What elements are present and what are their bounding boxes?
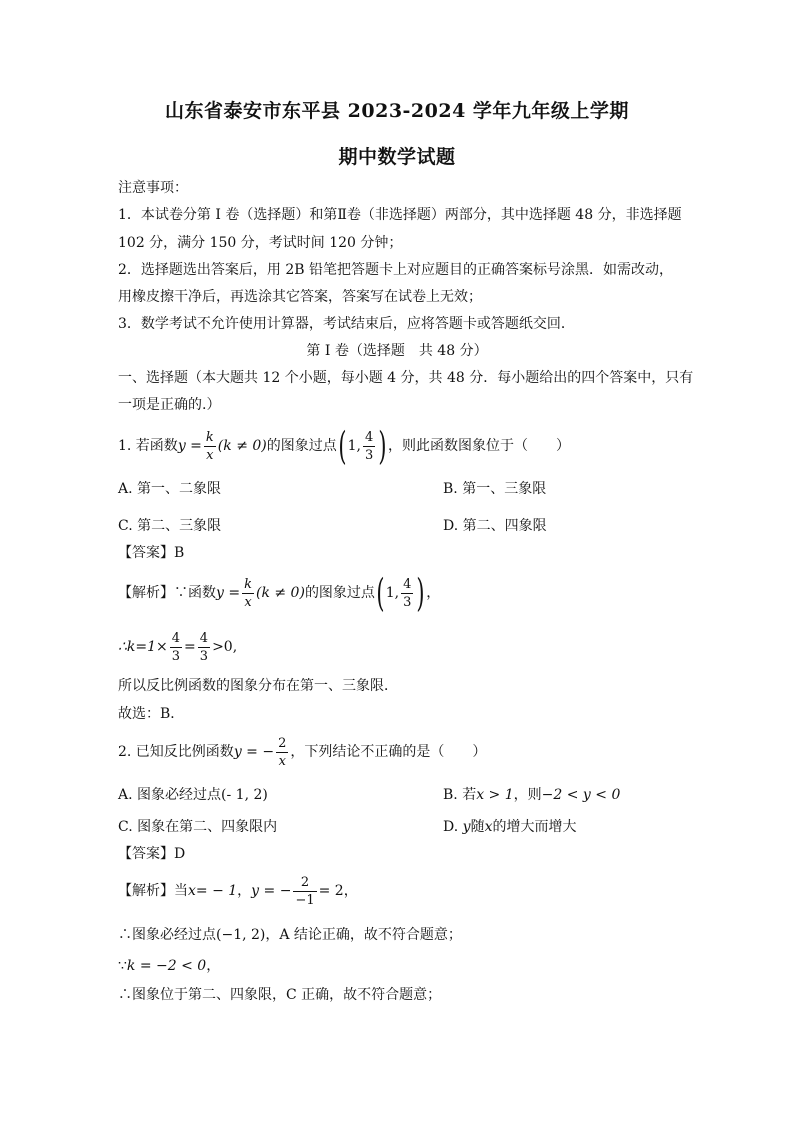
q1-expl-pt-num: 4: [403, 576, 412, 592]
q2-option-b-cond: x > 1: [476, 787, 514, 803]
q1-step-eq: =: [184, 639, 196, 655]
q1-frac-num: k: [205, 429, 214, 445]
q1-pt-num: 4: [364, 429, 374, 445]
q1-answer: 【答案】B: [118, 545, 185, 561]
q2-option-d: [443, 818, 576, 836]
q1-expl-pt-den: 3: [403, 594, 412, 610]
q2-answer: 【答案】D: [118, 846, 186, 862]
q1-step: [118, 627, 237, 667]
q2-option-b-range: −2 < y < 0: [541, 787, 621, 803]
notice-1-line-b: 102 分，满分 150 分，考试时间 120 分钟；: [118, 235, 403, 251]
q2-option-a: [118, 786, 268, 804]
q1-expl-mid: 的图象过点: [304, 585, 375, 601]
q2-line-a-end: ，A 结论正确，故不符合题意；: [265, 927, 462, 943]
q1-prefix: 1. 若函数: [118, 438, 178, 454]
q2-y-eq: y = −: [233, 744, 275, 760]
q2-line-b: [118, 957, 220, 975]
q2-expl-x: x= − 1: [188, 883, 238, 899]
q1-expl-cond: (k ≠ 0): [255, 585, 305, 601]
q2-line-a-point: (−1, 2): [216, 927, 266, 943]
q2-option-d-label: D.: [443, 819, 459, 835]
part-intro-a: 一、选择题（本大题共 12 个小题，每小题 4 分，共 48 分．每小题给出的四个答案中，只有: [118, 370, 694, 386]
q1-paren-left: (: [338, 424, 347, 468]
notice-3: 3．数学考试不允许使用计算器，考试结束后，应将答题卡或答题纸交回．: [118, 316, 575, 332]
q2-expl-res: = 2，: [318, 883, 358, 899]
q1-suffix: ，则此函数图象位于（ ）: [388, 438, 571, 454]
q1-option-a: A. 第一、二象限: [118, 481, 222, 497]
q1-y-eq: y =: [177, 438, 202, 454]
q2-frac-num: 2: [278, 735, 287, 751]
document-title: 山东省泰安市东平县 2023-2024 学年九年级上学期: [165, 100, 629, 122]
q1-step-den-2: 3: [199, 648, 209, 664]
document-subtitle: 期中数学试题: [338, 146, 456, 168]
q1-expl-prefix: ∵函数: [174, 585, 216, 601]
q1-frac-den: x: [206, 447, 214, 463]
q2-expl-num: 2: [293, 876, 316, 892]
q1-pt-den: 3: [364, 447, 374, 463]
q1-pt-fraction: [363, 431, 375, 462]
q2-expl-fraction: [293, 876, 316, 907]
q1-explanation: [118, 573, 440, 613]
q2-frac-den: x: [278, 753, 286, 769]
notice-2-line-a: 2．选择题选出答案后，用 2B 铅笔把答题卡上对应题目的正确答案标号涂黑．如需改动，: [118, 262, 674, 278]
q1-expl-paren-left: (: [376, 571, 385, 615]
q1-fraction: [204, 431, 216, 462]
q2-line-b-expr: k = −2 < 0: [126, 958, 207, 974]
q2-option-b-text: B. 若: [443, 787, 477, 803]
section-title: 第 I 卷（选择题 共 48 分）: [306, 343, 488, 359]
q1-expl-frac-num: k: [244, 576, 252, 592]
q2-expl-label: 【解析】: [118, 883, 174, 899]
q2-option-b-mid: ，则: [513, 787, 542, 803]
q2-option-d-y: y: [462, 819, 471, 835]
q1-choose: 故选：B．: [118, 706, 185, 722]
q2-expl-y: y = −: [251, 883, 292, 899]
q2-stem: [118, 732, 486, 772]
q2-line-b-pre: ∵: [118, 958, 127, 974]
q1-expl-frac-den: x: [244, 594, 252, 610]
q1-step-end: >0,: [212, 639, 238, 655]
q2-option-a-point: (- 1, 2): [221, 787, 268, 803]
q1-conclusion: 所以反比例函数的图象分布在第一、三象限．: [118, 678, 398, 694]
q2-fraction: [276, 737, 288, 768]
q2-suffix: ，下列结论不正确的是（ ）: [290, 744, 487, 760]
q1-paren-right: ): [378, 424, 387, 468]
q1-expl-fraction: [242, 578, 254, 609]
q2-prefix: 2. 已知反比例函数: [118, 744, 234, 760]
q2-line-a: [118, 926, 462, 944]
q1-pt-a: 1,: [347, 438, 361, 454]
q1-stem: [118, 426, 570, 466]
q2-option-a-text: A. 图象必经过点: [118, 787, 222, 803]
q2-expl-comma: ，: [237, 883, 252, 899]
q2-option-d-x: x: [484, 819, 493, 835]
notice-heading: 注意事项：: [118, 180, 188, 196]
q1-expl-paren-right: ): [416, 571, 425, 615]
q2-option-b: [443, 786, 620, 804]
q2-line-b-end: ，: [206, 958, 221, 974]
q1-cond: (k ≠ 0): [217, 438, 267, 454]
q2-option-c: C. 图象在第二、四象限内: [118, 819, 278, 835]
q1-step-frac-1: [170, 632, 182, 663]
part-intro-b: 一项是正确的.）: [118, 397, 221, 413]
q1-expl-y-eq: y =: [216, 585, 241, 601]
q2-option-d-mid: 随: [470, 819, 485, 835]
q1-mid: 的图象过点: [266, 438, 337, 454]
q1-option-c: C. 第二、三象限: [118, 518, 222, 534]
q1-expl-pt-a: 1,: [385, 585, 400, 601]
q1-expl-pt-fraction: [401, 578, 413, 609]
q2-line-a-text: ∴图象必经过点: [118, 927, 216, 943]
notice-1-line-a: 1．本试卷分第 I 卷（选择题）和第Ⅱ卷（非选择题）两部分，其中选择题 48 分，非选择题: [118, 207, 682, 223]
q2-explanation: [118, 871, 358, 911]
q1-step-a: ∴k=1×: [118, 639, 168, 655]
q1-expl-suffix: ，: [426, 585, 441, 601]
notice-2-line-b: 用橡皮擦干净后，再选涂其它答案，答案写在试卷上无效；: [118, 289, 482, 305]
q1-step-den-1: 3: [171, 648, 181, 664]
q1-option-d: D. 第二、四象限: [443, 518, 547, 534]
q1-option-b: B. 第一、三象限: [443, 481, 547, 497]
q1-step-num-2: 4: [199, 630, 209, 646]
q2-expl-den: −1: [295, 892, 315, 908]
q1-step-frac-2: [198, 632, 210, 663]
q2-expl-when: 当: [174, 883, 188, 899]
q1-step-num-1: 4: [171, 630, 181, 646]
q2-option-d-end: 的增大而增大: [492, 819, 577, 835]
q1-expl-label: 【解析】: [118, 585, 174, 601]
q2-line-c: ∴图象位于第二、四象限，C 正确，故不符合题意；: [118, 987, 442, 1003]
